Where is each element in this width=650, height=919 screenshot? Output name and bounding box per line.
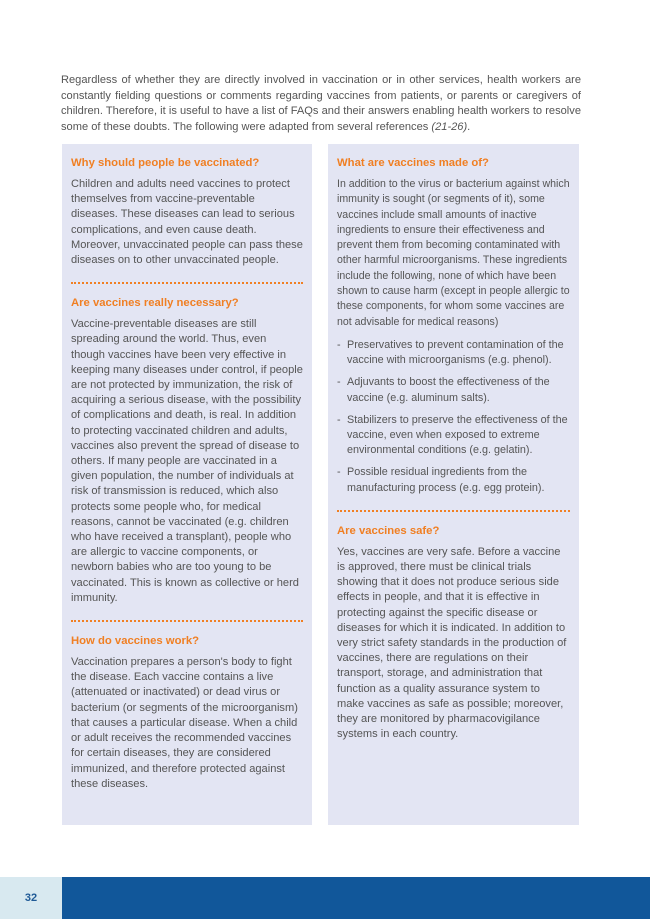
list-item-text: Preservatives to prevent contamination of the vaccine with microorganisms (e.g. phenol). [347,338,564,367]
ingredients-list [337,338,570,496]
intro-text: Regardless of whether they are directly involved in vaccination or in other services, health workers are constantly fielding questions or comments regarding vaccines from patients, or parents or caregivers of children. Therefore, it is useful to have a list of FAQs and their answers enabling health workers to resolve some of these doubts. The following were adapted from several references [61,74,581,133]
dash-bullet: - [337,338,341,351]
page-number: 32 [0,877,62,919]
list-item-text: Adjuvants to boost the effectiveness of the vaccine (e.g. aluminum salts). [347,376,550,404]
dash-bullet: - [337,376,341,389]
faq-question-how-work: How do vaccines work? [71,635,200,648]
list-item [337,375,570,405]
dash-bullet: - [337,466,341,479]
list-item [337,413,570,459]
faq-answer-how-work: Vaccination prepares a person's body to fight the disease. Each vaccine contains a live (attenuated or inactivated) or dead virus or bacterium (or segments of the microorganism) that causes a particular disease. When a child or adult receives the recommended vaccines for certain diseases, they are considered immunized, and therefore protected against these diseases. [71,656,298,790]
list-item [337,338,570,368]
dotted-divider [71,282,303,284]
faq-box-left [62,144,312,825]
faq-question-safe: Are vaccines safe? [337,524,440,537]
list-item-text: Stabilizers to preserve the effectiveness of the vaccine, even when exposed to extreme environmental conditions (e.g. gelatin). [347,413,568,457]
list-item [337,465,570,495]
list-item-text: Possible residual ingredients from the manufacturing process (e.g. egg protein). [347,466,545,494]
faq-answer-necessary: Vaccine-preventable diseases are still spreading around the world. Thus, even though vaccines have been very effective in keeping many diseases under control, if people are not protected by immunization, the risk of acquiring a serious disease, with the possibility of complications and death, is real. In addition to protecting vaccinated children and adults, vaccines also prevent the spread of disease to others. If many people are vaccinated in a given population, the number of individuals at risk of transmission is reduced, which also protects some people who, for medical reasons, cannot be vaccinated (e.g. children who have received a transplant), people who are allergic to vaccine components, or newborn babies who are too young to be vaccinated. This is known as collective or herd immunity. [71,318,303,604]
faq-box-right [328,144,579,825]
faq-answer-made-of: In addition to the virus or bacterium against which immunity is sought (or segments of it), some vaccines include small amounts of inactive ingredients to ensure their effectiveness and prevent them from becoming contaminated with other harmful microorganisms. These ingredients include the following, none of which have been shown to cause harm (except in people allergic to these components, for whom some vaccines are not advisable for medical reasons) [337,178,570,328]
faq-question-why-vaccinate: Why should people be vaccinated? [71,157,260,169]
dotted-divider [71,620,303,622]
intro-end: . [467,120,471,133]
intro-reference: (21-26) [431,120,468,133]
dotted-divider [337,510,570,512]
intro-paragraph [61,73,581,135]
footer-bar [62,877,650,919]
faq-question-made-of: What are vaccines made of? [337,157,489,169]
faq-question-necessary: Are vaccines really necessary? [71,297,239,310]
faq-answer-safe: Yes, vaccines are very safe. Before a vaccine is approved, there must be clinical trials showing that it does not produce serious side effects in people, and that it is effective in protecting against the specific disease or diseases for which it is indicated. In addition to very strict safety standards in the production of vaccines, there are regulations on their transport, storage, and administration that function as a quality assurance system to make vaccines as safe as possible; moreover, they are monitored by pharmacovigilance systems in each country. [337,545,567,741]
dash-bullet: - [337,413,341,426]
faq-answer-why-vaccinate: Children and adults need vaccines to protect themselves from vaccine-preventable diseases. These diseases can lead to serious complications, and even cause death. Moreover, unvaccinated people can pass these diseases on to other unvaccinated people. [71,178,303,267]
